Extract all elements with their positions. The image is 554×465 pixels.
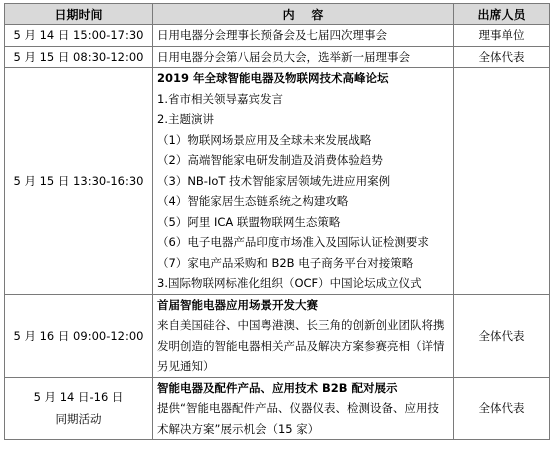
row-content	[153, 46, 454, 68]
row-attendees	[454, 68, 550, 295]
agenda-item: （6）电子电器产品印度市场准入及国际认证检测要求	[157, 235, 429, 249]
table-row	[5, 25, 550, 47]
row-content	[153, 68, 454, 295]
header-date: 日期时间	[5, 4, 153, 25]
table-row	[5, 377, 550, 440]
row-date: 5 月 14 日 15:00-17:30	[5, 25, 153, 47]
table-row	[5, 294, 550, 377]
contest-title: 首届智能电器应用场景开发大赛	[157, 297, 318, 312]
row-attendees: 理事单位	[454, 25, 550, 47]
agenda-item: （7）家电产品采购和 B2B 电子商务平台对接策略	[157, 255, 414, 270]
agenda-item: 3.国际物联网标准化组织（OCF）中国论坛成立仪式	[157, 276, 422, 290]
row-date: 5 月 15 日 13:30-16:30	[5, 68, 153, 295]
table-row	[5, 46, 550, 68]
row-content	[153, 377, 454, 440]
agenda-item: （1）物联网场景应用及全球未来发展战略	[157, 132, 372, 147]
header-content: 内 容	[153, 4, 454, 25]
row-date: 5 月 15 日 08:30-12:00	[5, 46, 153, 68]
content-line: 日用电器分会第八届会员大会，选举新一届理事会	[157, 49, 410, 64]
header-row	[5, 4, 550, 25]
expo-description: 提供“智能电器配件产品、仪器仪表、检测设备、应用技术解决方案”展示机会（15 家）	[157, 401, 439, 436]
agenda-item: （4）智能家居生态链系统之构建攻略	[157, 194, 349, 208]
agenda-item: 2.主题演讲	[157, 112, 214, 126]
row-attendees: 全体代表	[454, 46, 550, 68]
agenda-item: （5）阿里 ICA 联盟物联网生态策略	[157, 214, 341, 229]
table-row	[5, 68, 550, 295]
row-content	[153, 25, 454, 47]
forum-title: 2019 年全球智能电器及物联网技术高峰论坛	[157, 71, 389, 85]
expo-title: 智能电器及配件产品、应用技术 B2B 配对展示	[157, 380, 398, 395]
agenda-item: （3）NB-IoT 技术智能家居领域先进应用案例	[157, 173, 391, 188]
row-attendees: 全体代表	[454, 377, 550, 440]
content-line: 日用电器分会理事长预备会及七届四次理事会	[157, 28, 387, 42]
row-date	[5, 377, 153, 440]
date-range: 5 月 14 日-16 日	[33, 390, 124, 405]
date-note: 同期活动	[55, 412, 102, 427]
header-attendees: 出席人员	[454, 4, 550, 25]
row-date: 5 月 16 日 09:00-12:00	[5, 294, 153, 377]
row-attendees: 全体代表	[454, 294, 550, 377]
agenda-item: （2）高端智能家电研发制造及消费体验趋势	[157, 153, 383, 167]
agenda-item: 1.省市相关领导嘉宾发言	[157, 91, 283, 106]
row-content	[153, 294, 454, 377]
contest-description: 来自美国硅谷、中国粤港澳、长三角的创新创业团队将携发明创造的智能电器相关产品及解决方案参赛亮相（详情另见通知）	[157, 318, 445, 373]
schedule-table	[4, 3, 550, 440]
